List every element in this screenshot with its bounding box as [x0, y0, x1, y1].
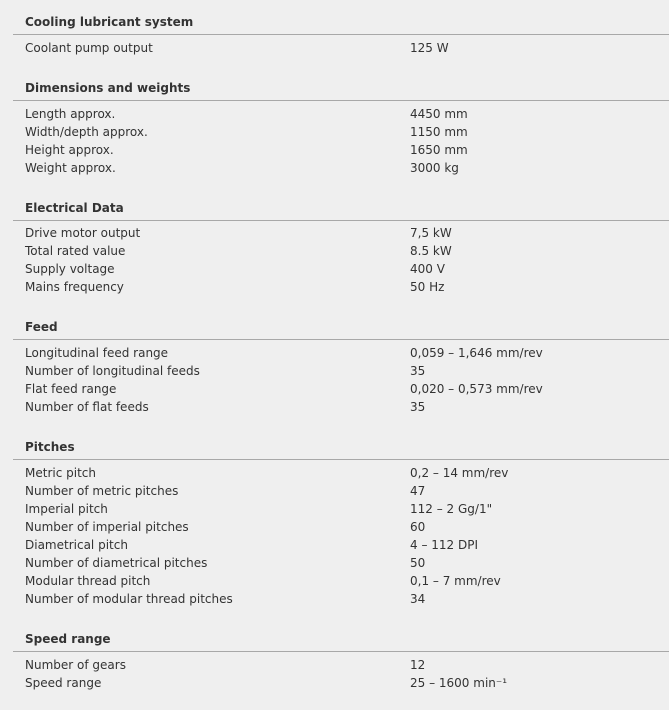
spec-label: Height approx.: [25, 143, 114, 157]
spec-row: [0, 362, 669, 380]
spec-row: [0, 123, 669, 141]
spec-label: Weight approx.: [25, 161, 116, 175]
spec-row: [0, 141, 669, 159]
spec-label: Number of modular thread pitches: [25, 592, 233, 606]
spec-value: 125 W: [410, 41, 449, 55]
spec-label: Number of diametrical pitches: [25, 556, 208, 570]
spec-label: Length approx.: [25, 107, 116, 121]
spec-row: [0, 554, 669, 572]
spec-row: [0, 518, 669, 536]
spec-row: [0, 572, 669, 590]
spec-value: 60: [410, 520, 426, 534]
spec-label: Metric pitch: [25, 466, 96, 480]
spec-value: 112 – 2 Gg/1": [410, 502, 493, 516]
spec-value: 8.5 kW: [410, 244, 452, 258]
spec-row: [0, 398, 669, 416]
section-divider: [13, 100, 669, 101]
spec-row: [0, 482, 669, 500]
section-divider: [13, 339, 669, 340]
spec-row: [0, 344, 669, 362]
spec-row: [0, 536, 669, 554]
spec-value: 0,059 – 1,646 mm/rev: [410, 346, 543, 360]
spec-row: [0, 39, 669, 57]
spec-value: 0,1 – 7 mm/rev: [410, 574, 501, 588]
spec-label: Coolant pump output: [25, 41, 153, 55]
spec-label: Number of gears: [25, 658, 126, 672]
spec-value: 0,2 – 14 mm/rev: [410, 466, 509, 480]
spec-value: 4 – 112 DPI: [410, 538, 478, 552]
spec-row: [0, 159, 669, 177]
spec-label: Imperial pitch: [25, 502, 108, 516]
spec-row: [0, 242, 669, 260]
spec-label: Longitudinal feed range: [25, 346, 169, 360]
spec-value: 34: [410, 592, 426, 606]
spec-row: [0, 105, 669, 123]
spec-label: Speed range: [25, 676, 102, 690]
spec-row: [0, 278, 669, 296]
spec-value: 7,5 kW: [410, 226, 452, 240]
spec-row: [0, 500, 669, 518]
spec-value: 1650 mm: [410, 143, 468, 157]
spec-value: 400 V: [410, 262, 445, 276]
spec-value: 50: [410, 556, 426, 570]
spec-label: Diametrical pitch: [25, 538, 128, 552]
spec-row: [0, 590, 669, 608]
spec-row: [0, 224, 669, 242]
section-title: Feed: [25, 320, 58, 334]
spec-value: 0,020 – 0,573 mm/rev: [410, 382, 543, 396]
section-title: Dimensions and weights: [25, 81, 191, 95]
section-title: Cooling lubricant system: [25, 15, 194, 29]
spec-value: 12: [410, 658, 426, 672]
spec-value: 3000 kg: [410, 161, 459, 175]
spec-row: [0, 260, 669, 278]
spec-row: [0, 674, 669, 692]
spec-label: Supply voltage: [25, 262, 115, 276]
spec-value: 47: [410, 484, 426, 498]
section-divider: [13, 459, 669, 460]
section-title: Electrical Data: [25, 201, 124, 215]
spec-label: Number of imperial pitches: [25, 520, 189, 534]
section-divider: [13, 34, 669, 35]
section-divider: [13, 651, 669, 652]
spec-label: Total rated value: [25, 244, 126, 258]
spec-value: 50 Hz: [410, 280, 445, 294]
spec-label: Flat feed range: [25, 382, 117, 396]
spec-row: [0, 656, 669, 674]
spec-value: 35: [410, 400, 426, 414]
spec-label: Mains frequency: [25, 280, 124, 294]
section-title: Speed range: [25, 632, 111, 646]
spec-value: 4450 mm: [410, 107, 468, 121]
spec-label: Number of metric pitches: [25, 484, 179, 498]
spec-value: 35: [410, 364, 426, 378]
spec-value: 1150 mm: [410, 125, 468, 139]
spec-value: 25 – 1600 min⁻¹: [410, 676, 508, 690]
spec-label: Drive motor output: [25, 226, 141, 240]
spec-label: Number of longitudinal feeds: [25, 364, 200, 378]
section-divider: [13, 220, 669, 221]
spec-row: [0, 380, 669, 398]
section-title: Pitches: [25, 440, 75, 454]
spec-label: Number of flat feeds: [25, 400, 149, 414]
spec-label: Width/depth approx.: [25, 125, 148, 139]
spec-label: Modular thread pitch: [25, 574, 151, 588]
spec-row: [0, 464, 669, 482]
